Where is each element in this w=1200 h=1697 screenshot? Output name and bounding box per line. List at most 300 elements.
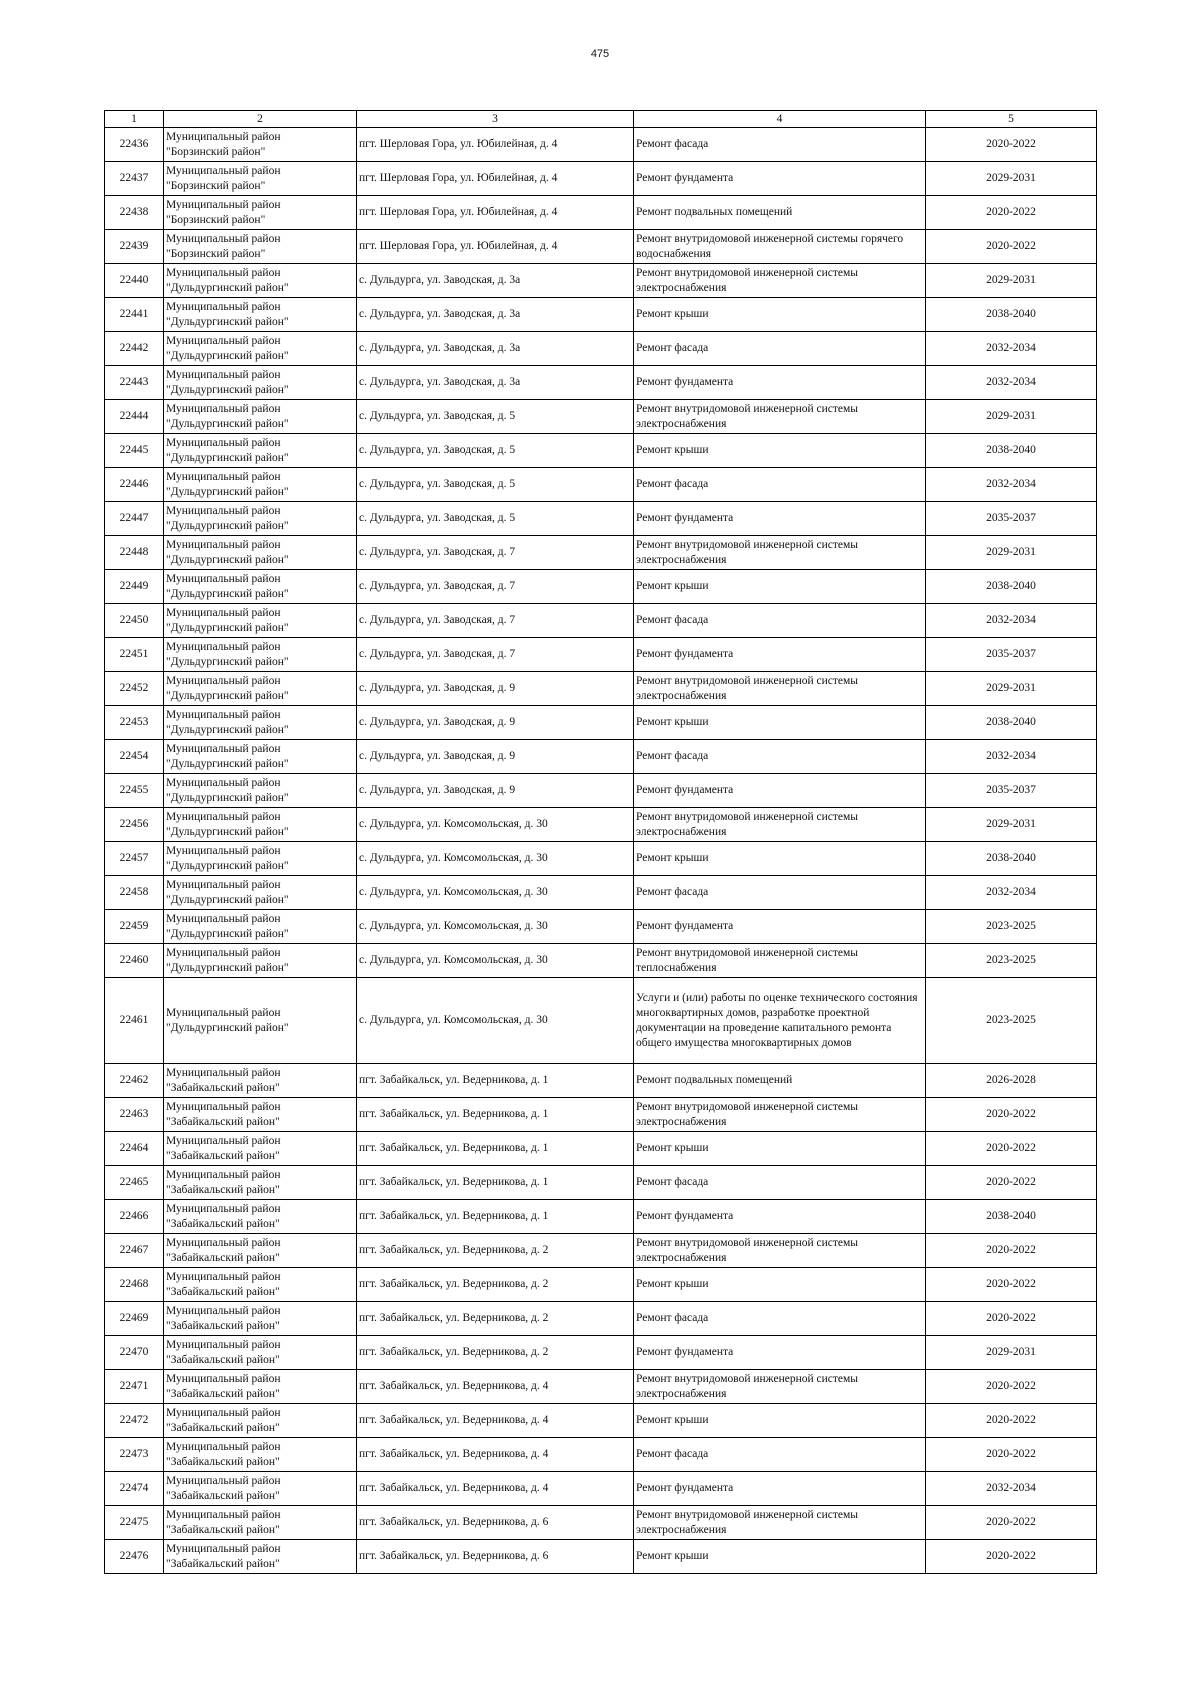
municipality-type: Муниципальный район [166,1406,281,1419]
municipality-name: "Забайкальский район" [166,1421,280,1434]
municipality-cell [164,536,357,570]
row-number-cell: 22443 [105,366,164,400]
municipality-type: Муниципальный район [166,300,281,313]
work-type-cell: Ремонт крыши [634,570,926,604]
table-row [105,1506,1097,1540]
row-number-cell: 22442 [105,332,164,366]
municipality-name: "Забайкальский район" [166,1387,280,1400]
address-cell: с. Дульдурга, ул. Заводская, д. 3а [357,332,634,366]
municipality-type: Муниципальный район [166,1236,281,1249]
municipality-type: Муниципальный район [166,334,281,347]
register-table [104,110,1097,1574]
municipality-name: "Забайкальский район" [166,1081,280,1094]
municipality-cell [164,230,357,264]
header-col-5: 5 [926,111,1097,128]
row-number-cell: 22439 [105,230,164,264]
period-cell: 2029-2031 [926,672,1097,706]
period-cell: 2026-2028 [926,1064,1097,1098]
municipality-name: "Дульдургинский район" [166,417,289,430]
row-number-cell: 22450 [105,604,164,638]
work-type-cell: Ремонт крыши [634,298,926,332]
municipality-cell [164,264,357,298]
row-number-cell: 22440 [105,264,164,298]
row-number-cell: 22453 [105,706,164,740]
row-number-cell: 22451 [105,638,164,672]
table-row [105,1336,1097,1370]
municipality-name: "Забайкальский район" [166,1217,280,1230]
municipality-cell [164,1506,357,1540]
municipality-cell [164,1370,357,1404]
municipality-name: "Забайкальский район" [166,1115,280,1128]
table-row [105,1472,1097,1506]
municipality-type: Муниципальный район [166,436,281,449]
municipality-type: Муниципальный район [166,470,281,483]
period-cell: 2029-2031 [926,162,1097,196]
municipality-cell [164,1404,357,1438]
municipality-type: Муниципальный район [166,266,281,279]
work-type-cell: Ремонт внутридомовой инженерной системы электроснабжения [634,536,926,570]
address-cell: с. Дульдурга, ул. Заводская, д. 5 [357,400,634,434]
municipality-name: "Борзинский район" [166,247,266,260]
table-row [105,570,1097,604]
work-type-cell: Ремонт фасада [634,332,926,366]
row-number-cell: 22449 [105,570,164,604]
address-cell: с. Дульдурга, ул. Заводская, д. 9 [357,774,634,808]
municipality-cell [164,774,357,808]
address-cell: с. Дульдурга, ул. Заводская, д. 5 [357,434,634,468]
work-type-cell: Ремонт фасада [634,740,926,774]
table-row [105,842,1097,876]
period-cell: 2032-2034 [926,1472,1097,1506]
municipality-cell [164,672,357,706]
municipality-type: Муниципальный район [166,606,281,619]
municipality-name: "Дульдургинский район" [166,961,289,974]
period-cell: 2029-2031 [926,1336,1097,1370]
period-cell: 2029-2031 [926,536,1097,570]
address-cell: пгт. Забайкальск, ул. Ведерникова, д. 6 [357,1506,634,1540]
row-number-cell: 22441 [105,298,164,332]
table-row [105,740,1097,774]
municipality-name: "Забайкальский район" [166,1251,280,1264]
address-cell: пгт. Забайкальск, ул. Ведерникова, д. 4 [357,1438,634,1472]
municipality-name: "Дульдургинский район" [166,281,289,294]
address-cell: пгт. Забайкальск, ул. Ведерникова, д. 2 [357,1234,634,1268]
municipality-name: "Забайкальский район" [166,1149,280,1162]
municipality-type: Муниципальный район [166,810,281,823]
municipality-type: Муниципальный район [166,776,281,789]
row-number-cell: 22470 [105,1336,164,1370]
address-cell: с. Дульдурга, ул. Заводская, д. 9 [357,740,634,774]
work-type-cell: Ремонт крыши [634,434,926,468]
municipality-cell [164,842,357,876]
table-row [105,1540,1097,1574]
work-type-cell: Ремонт внутридомовой инженерной системы электроснабжения [634,400,926,434]
work-type-cell: Ремонт фундамента [634,1200,926,1234]
period-cell: 2020-2022 [926,1438,1097,1472]
table-row [105,672,1097,706]
address-cell: пгт. Забайкальск, ул. Ведерникова, д. 2 [357,1268,634,1302]
municipality-type: Муниципальный район [166,504,281,517]
municipality-type: Муниципальный район [166,878,281,891]
municipality-cell [164,434,357,468]
row-number-cell: 22463 [105,1098,164,1132]
municipality-cell [164,400,357,434]
period-cell: 2023-2025 [926,944,1097,978]
work-type-cell: Ремонт фасада [634,128,926,162]
row-number-cell: 22458 [105,876,164,910]
period-cell: 2020-2022 [926,128,1097,162]
municipality-type: Муниципальный район [166,1304,281,1317]
address-cell: пгт. Забайкальск, ул. Ведерникова, д. 1 [357,1064,634,1098]
table-row [105,978,1097,1064]
work-type-cell: Ремонт фундамента [634,638,926,672]
work-type-cell: Ремонт внутридомовой инженерной системы электроснабжения [634,1234,926,1268]
municipality-name: "Дульдургинский район" [166,315,289,328]
municipality-cell [164,1472,357,1506]
work-type-cell: Ремонт фасада [634,604,926,638]
address-cell: с. Дульдурга, ул. Заводская, д. 5 [357,502,634,536]
work-type-cell: Ремонт подвальных помещений [634,1064,926,1098]
period-cell: 2020-2022 [926,1166,1097,1200]
address-cell: с. Дульдурга, ул. Заводская, д. 9 [357,706,634,740]
address-cell: пгт. Забайкальск, ул. Ведерникова, д. 6 [357,1540,634,1574]
row-number-cell: 22445 [105,434,164,468]
work-type-cell: Услуги и (или) работы по оценке технического состояния многоквартирных домов, разработке проектной документации на проведение капитального ремонта общего имущества многоквартирных домов [634,978,926,1064]
municipality-name: "Дульдургинский район" [166,893,289,906]
municipality-name: "Забайкальский район" [166,1557,280,1570]
row-number-cell: 22456 [105,808,164,842]
period-cell: 2035-2037 [926,638,1097,672]
table-row [105,1302,1097,1336]
municipality-name: "Забайкальский район" [166,1183,280,1196]
address-cell: пгт. Забайкальск, ул. Ведерникова, д. 2 [357,1302,634,1336]
row-number-cell: 22476 [105,1540,164,1574]
period-cell: 2029-2031 [926,808,1097,842]
work-type-cell: Ремонт фундамента [634,774,926,808]
table-row [105,1268,1097,1302]
table-row [105,706,1097,740]
municipality-name: "Борзинский район" [166,213,266,226]
municipality-cell [164,162,357,196]
period-cell: 2035-2037 [926,774,1097,808]
municipality-name: "Дульдургинский район" [166,791,289,804]
address-cell: с. Дульдурга, ул. Заводская, д. 7 [357,536,634,570]
municipality-name: "Дульдургинский район" [166,519,289,532]
address-cell: с. Дульдурга, ул. Заводская, д. 3а [357,366,634,400]
period-cell: 2032-2034 [926,740,1097,774]
work-type-cell: Ремонт крыши [634,1404,926,1438]
work-type-cell: Ремонт фундамента [634,162,926,196]
table-row [105,536,1097,570]
table-row [105,1132,1097,1166]
table-row [105,910,1097,944]
municipality-name: "Дульдургинский район" [166,349,289,362]
table-row [105,502,1097,536]
row-number-cell: 22459 [105,910,164,944]
address-cell: с. Дульдурга, ул. Комсомольская, д. 30 [357,876,634,910]
municipality-type: Муниципальный район [166,1168,281,1181]
period-cell: 2038-2040 [926,298,1097,332]
period-cell: 2029-2031 [926,400,1097,434]
work-type-cell: Ремонт внутридомовой инженерной системы электроснабжения [634,808,926,842]
municipality-cell [164,706,357,740]
header-row [105,111,1097,128]
period-cell: 2020-2022 [926,1506,1097,1540]
row-number-cell: 22475 [105,1506,164,1540]
municipality-type: Муниципальный район [166,368,281,381]
municipality-cell [164,366,357,400]
row-number-cell: 22448 [105,536,164,570]
address-cell: с. Дульдурга, ул. Заводская, д. 7 [357,638,634,672]
address-cell: пгт. Забайкальск, ул. Ведерникова, д. 1 [357,1200,634,1234]
work-type-cell: Ремонт фасада [634,876,926,910]
municipality-cell [164,638,357,672]
municipality-name: "Забайкальский район" [166,1455,280,1468]
table-row [105,944,1097,978]
work-type-cell: Ремонт фасада [634,1302,926,1336]
row-number-cell: 22455 [105,774,164,808]
period-cell: 2023-2025 [926,910,1097,944]
table-row [105,128,1097,162]
address-cell: пгт. Забайкальск, ул. Ведерникова, д. 4 [357,1404,634,1438]
municipality-type: Муниципальный район [166,232,281,245]
municipality-cell [164,876,357,910]
municipality-cell [164,1098,357,1132]
page-number: 475 [590,48,610,60]
work-type-cell: Ремонт крыши [634,1268,926,1302]
row-number-cell: 22447 [105,502,164,536]
row-number-cell: 22438 [105,196,164,230]
municipality-type: Муниципальный район [166,640,281,653]
work-type-cell: Ремонт внутридомовой инженерной системы электроснабжения [634,1370,926,1404]
period-cell: 2038-2040 [926,842,1097,876]
municipality-name: "Дульдургинский район" [166,689,289,702]
table-row [105,876,1097,910]
period-cell: 2020-2022 [926,230,1097,264]
address-cell: пгт. Забайкальск, ул. Ведерникова, д. 1 [357,1098,634,1132]
municipality-type: Муниципальный район [166,708,281,721]
municipality-name: "Дульдургинский район" [166,655,289,668]
table-row [105,1370,1097,1404]
municipality-cell [164,1166,357,1200]
table-row [105,1166,1097,1200]
municipality-type: Муниципальный район [166,538,281,551]
table-row [105,1234,1097,1268]
municipality-name: "Дульдургинский район" [166,485,289,498]
table-row [105,1064,1097,1098]
municipality-cell [164,808,357,842]
address-cell: пгт. Забайкальск, ул. Ведерникова, д. 4 [357,1472,634,1506]
address-cell: пгт. Шерловая Гора, ул. Юбилейная, д. 4 [357,196,634,230]
address-cell: с. Дульдурга, ул. Заводская, д. 3а [357,298,634,332]
period-cell: 2020-2022 [926,1234,1097,1268]
municipality-name: "Дульдургинский район" [166,553,289,566]
municipality-type: Муниципальный район [166,742,281,755]
period-cell: 2038-2040 [926,570,1097,604]
period-cell: 2020-2022 [926,1370,1097,1404]
municipality-name: "Забайкальский район" [166,1353,280,1366]
table-row [105,366,1097,400]
municipality-cell [164,298,357,332]
row-number-cell: 22464 [105,1132,164,1166]
header-col-1: 1 [105,111,164,128]
work-type-cell: Ремонт фундамента [634,502,926,536]
address-cell: с. Дульдурга, ул. Комсомольская, д. 30 [357,842,634,876]
municipality-name: "Дульдургинский район" [166,757,289,770]
address-cell: с. Дульдурга, ул. Комсомольская, д. 30 [357,978,634,1064]
row-number-cell: 22474 [105,1472,164,1506]
row-number-cell: 22457 [105,842,164,876]
work-type-cell: Ремонт крыши [634,1132,926,1166]
address-cell: с. Дульдурга, ул. Заводская, д. 5 [357,468,634,502]
period-cell: 2032-2034 [926,366,1097,400]
address-cell: с. Дульдурга, ул. Заводская, д. 7 [357,604,634,638]
municipality-cell [164,1336,357,1370]
row-number-cell: 22468 [105,1268,164,1302]
row-number-cell: 22452 [105,672,164,706]
table-body [105,128,1097,1574]
address-cell: пгт. Шерловая Гора, ул. Юбилейная, д. 4 [357,162,634,196]
work-type-cell: Ремонт фундамента [634,366,926,400]
municipality-type: Муниципальный район [166,1100,281,1113]
municipality-cell [164,196,357,230]
municipality-cell [164,1200,357,1234]
table-row [105,332,1097,366]
row-number-cell: 22471 [105,1370,164,1404]
municipality-type: Муниципальный район [166,1474,281,1487]
municipality-name: "Дульдургинский район" [166,927,289,940]
period-cell: 2032-2034 [926,604,1097,638]
work-type-cell: Ремонт фасада [634,1438,926,1472]
table-row [105,230,1097,264]
municipality-type: Муниципальный район [166,402,281,415]
row-number-cell: 22467 [105,1234,164,1268]
municipality-cell [164,1064,357,1098]
period-cell: 2020-2022 [926,1540,1097,1574]
table-row [105,604,1097,638]
row-number-cell: 22466 [105,1200,164,1234]
period-cell: 2023-2025 [926,978,1097,1064]
municipality-cell [164,128,357,162]
work-type-cell: Ремонт внутридомовой инженерной системы электроснабжения [634,1098,926,1132]
work-type-cell: Ремонт крыши [634,1540,926,1574]
work-type-cell: Ремонт крыши [634,706,926,740]
table-row [105,774,1097,808]
municipality-type: Муниципальный район [166,572,281,585]
row-number-cell: 22473 [105,1438,164,1472]
work-type-cell: Ремонт подвальных помещений [634,196,926,230]
header-col-4: 4 [634,111,926,128]
municipality-cell [164,978,357,1064]
municipality-name: "Дульдургинский район" [166,723,289,736]
municipality-cell [164,1302,357,1336]
work-type-cell: Ремонт фундамента [634,910,926,944]
address-cell: пгт. Забайкальск, ул. Ведерникова, д. 4 [357,1370,634,1404]
work-type-cell: Ремонт крыши [634,842,926,876]
municipality-cell [164,1540,357,1574]
row-number-cell: 22437 [105,162,164,196]
municipality-cell [164,570,357,604]
period-cell: 2032-2034 [926,468,1097,502]
row-number-cell: 22436 [105,128,164,162]
work-type-cell: Ремонт фасада [634,1166,926,1200]
address-cell: пгт. Шерловая Гора, ул. Юбилейная, д. 4 [357,230,634,264]
work-type-cell: Ремонт фундамента [634,1336,926,1370]
work-type-cell: Ремонт внутридомовой инженерной системы теплоснабжения [634,944,926,978]
row-number-cell: 22460 [105,944,164,978]
municipality-type: Муниципальный район [166,1006,281,1019]
municipality-type: Муниципальный район [166,198,281,211]
municipality-cell [164,740,357,774]
municipality-type: Муниципальный район [166,946,281,959]
municipality-name: "Забайкальский район" [166,1523,280,1536]
municipality-name: "Забайкальский район" [166,1285,280,1298]
municipality-name: "Дульдургинский район" [166,451,289,464]
period-cell: 2020-2022 [926,196,1097,230]
table-row [105,434,1097,468]
row-number-cell: 22446 [105,468,164,502]
municipality-type: Муниципальный район [166,164,281,177]
municipality-type: Муниципальный район [166,1440,281,1453]
work-type-cell: Ремонт фасада [634,468,926,502]
municipality-name: "Забайкальский район" [166,1489,280,1502]
work-type-cell: Ремонт внутридомовой инженерной системы электроснабжения [634,264,926,298]
municipality-type: Муниципальный район [166,1338,281,1351]
municipality-cell [164,1438,357,1472]
period-cell: 2032-2034 [926,332,1097,366]
municipality-name: "Дульдургинский район" [166,621,289,634]
table-row [105,196,1097,230]
work-type-cell: Ремонт внутридомовой инженерной системы электроснабжения [634,672,926,706]
work-type-cell: Ремонт фундамента [634,1472,926,1506]
municipality-type: Муниципальный район [166,844,281,857]
period-cell: 2038-2040 [926,706,1097,740]
address-cell: пгт. Забайкальск, ул. Ведерникова, д. 1 [357,1166,634,1200]
address-cell: с. Дульдурга, ул. Комсомольская, д. 30 [357,910,634,944]
municipality-type: Муниципальный район [166,912,281,925]
period-cell: 2020-2022 [926,1404,1097,1438]
municipality-name: "Дульдургинский район" [166,859,289,872]
municipality-type: Муниципальный район [166,1372,281,1385]
table-row [105,264,1097,298]
row-number-cell: 22472 [105,1404,164,1438]
municipality-type: Муниципальный район [166,1542,281,1555]
period-cell: 2038-2040 [926,434,1097,468]
municipality-cell [164,468,357,502]
municipality-cell [164,910,357,944]
period-cell: 2032-2034 [926,876,1097,910]
address-cell: пгт. Шерловая Гора, ул. Юбилейная, д. 4 [357,128,634,162]
municipality-name: "Дульдургинский район" [166,825,289,838]
address-cell: с. Дульдурга, ул. Заводская, д. 7 [357,570,634,604]
municipality-cell [164,1234,357,1268]
row-number-cell: 22444 [105,400,164,434]
work-type-cell: Ремонт внутридомовой инженерной системы горячего водоснабжения [634,230,926,264]
table-row [105,468,1097,502]
period-cell: 2020-2022 [926,1132,1097,1166]
municipality-name: "Забайкальский район" [166,1319,280,1332]
work-type-cell: Ремонт внутридомовой инженерной системы электроснабжения [634,1506,926,1540]
table-row [105,1438,1097,1472]
municipality-name: "Дульдургинский район" [166,383,289,396]
table-row [105,808,1097,842]
address-cell: с. Дульдурга, ул. Заводская, д. 3а [357,264,634,298]
municipality-name: "Борзинский район" [166,145,266,158]
table-row [105,298,1097,332]
address-cell: с. Дульдурга, ул. Комсомольская, д. 30 [357,944,634,978]
period-cell: 2020-2022 [926,1098,1097,1132]
table-row [105,1098,1097,1132]
